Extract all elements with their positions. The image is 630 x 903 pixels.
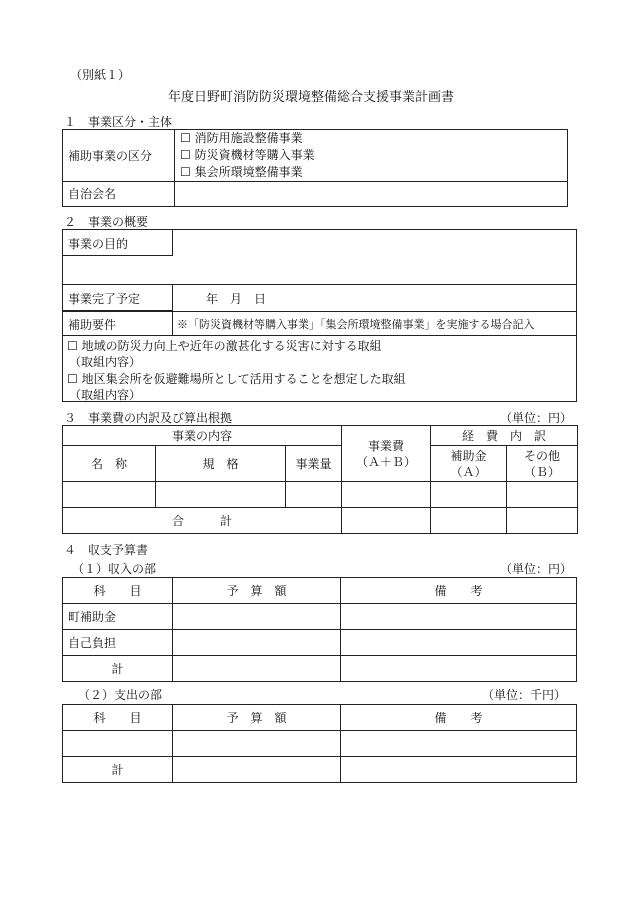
expense-item-cell[interactable] <box>63 731 173 757</box>
expense-heading: （２）支出の部 <box>78 688 163 702</box>
spec-cell[interactable] <box>156 482 286 508</box>
purpose-input[interactable] <box>63 256 576 284</box>
expense-budget-header: 予 算 額 <box>173 705 341 731</box>
subsidy-header: 補助金 （Ａ） <box>431 446 507 482</box>
notes-cell[interactable] <box>341 604 577 630</box>
cost-table <box>62 425 578 534</box>
total-other-cell[interactable] <box>507 508 578 534</box>
income-total-label: 計 <box>63 656 173 682</box>
table-row <box>63 630 577 656</box>
spec-header: 規 格 <box>156 446 286 482</box>
total-label: 合 計 <box>63 508 342 534</box>
breakdown-header: 経 費 内 訳 <box>431 426 578 446</box>
cost-cell[interactable] <box>342 482 431 508</box>
requirement-label: 補助要件 <box>63 311 173 335</box>
option-meeting-hall[interactable]: ☐ 集会所環境整備事業 <box>180 165 303 179</box>
completion-label: 事業完了予定 <box>63 284 173 311</box>
option-facility[interactable]: ☐ 消防用施設整備事業 <box>180 131 303 145</box>
total-cost-cell[interactable] <box>342 508 431 534</box>
other-header: その他 （Ｂ） <box>507 446 578 482</box>
table-row <box>63 731 577 757</box>
cost-header: 事業費 （Ａ＋Ｂ） <box>342 426 431 482</box>
notes-cell[interactable] <box>341 731 577 757</box>
section3-heading: ３ 事業費の内訳及び算出根拠 <box>64 411 233 425</box>
table-row <box>63 656 577 682</box>
budget-cell[interactable] <box>173 757 341 783</box>
income-item-header: 科 目 <box>63 578 173 604</box>
income-budget-header: 予 算 額 <box>173 578 341 604</box>
budget-cell[interactable] <box>173 604 341 630</box>
other-cell[interactable] <box>507 482 578 508</box>
section1-heading: １ 事業区分・主体 <box>64 115 173 129</box>
section3-unit: （単位：円） <box>500 411 573 425</box>
table-row <box>63 604 577 630</box>
name-header: 名 称 <box>63 446 156 482</box>
requirement-note: ※「防災資機材等購入事業」「集会所環境整備事業」を実施する場合記入 <box>177 318 535 331</box>
expense-total-label: 計 <box>63 757 173 783</box>
check-disaster[interactable]: ☐ 地域の防災力向上や近年の激甚化する災害に対する取組 <box>67 339 382 353</box>
name-cell[interactable] <box>63 482 156 508</box>
annex-label: （別紙１） <box>70 68 131 82</box>
expense-table <box>62 704 577 783</box>
income-heading: （１）収入の部 <box>72 562 157 576</box>
income-table <box>62 577 577 682</box>
table-row <box>63 757 577 783</box>
budget-cell[interactable] <box>173 731 341 757</box>
category-label: 補助事業の区分 <box>63 130 175 182</box>
income-item: 自己負担 <box>63 630 173 656</box>
category-options <box>175 130 568 182</box>
qty-header: 事業量 <box>286 446 342 482</box>
section2-heading: ２ 事業の概要 <box>64 215 149 229</box>
option-equipment[interactable]: ☐ 防災資機材等購入事業 <box>180 148 315 162</box>
qty-cell[interactable] <box>286 482 342 508</box>
total-subsidy-cell[interactable] <box>431 508 507 534</box>
notes-cell[interactable] <box>341 656 577 682</box>
income-item: 町補助金 <box>63 604 173 630</box>
expense-notes-header: 備 考 <box>341 705 577 731</box>
check-evacuation[interactable]: ☐ 地区集会所を仮避難場所として活用することを想定した取組 <box>67 372 406 386</box>
notes-cell[interactable] <box>341 757 577 783</box>
notes-cell[interactable] <box>341 630 577 656</box>
detail-disaster: （取組内容） <box>69 355 142 369</box>
total-row <box>63 508 578 534</box>
section4-heading: ４ 収支予算書 <box>64 543 149 557</box>
content-header: 事業の内容 <box>63 426 342 446</box>
purpose-label: 事業の目的 <box>63 230 173 256</box>
expense-unit: （単位：千円） <box>482 688 567 702</box>
income-notes-header: 備 考 <box>341 578 577 604</box>
overview-box <box>62 229 577 402</box>
page-title: 年度日野町消防防災環境整備総合支援事業計画書 <box>168 90 455 105</box>
subsidy-cell[interactable] <box>431 482 507 508</box>
expense-item-header: 科 目 <box>63 705 173 731</box>
category-table <box>62 129 568 207</box>
detail-evacuation: （取組内容） <box>69 388 142 402</box>
budget-cell[interactable] <box>173 630 341 656</box>
budget-cell[interactable] <box>173 656 341 682</box>
income-unit: （単位：円） <box>500 562 573 576</box>
association-input[interactable] <box>175 182 568 207</box>
table-row <box>63 482 578 508</box>
association-label: 自治会名 <box>63 182 175 207</box>
completion-date[interactable]: 年 月 日 <box>206 292 267 306</box>
